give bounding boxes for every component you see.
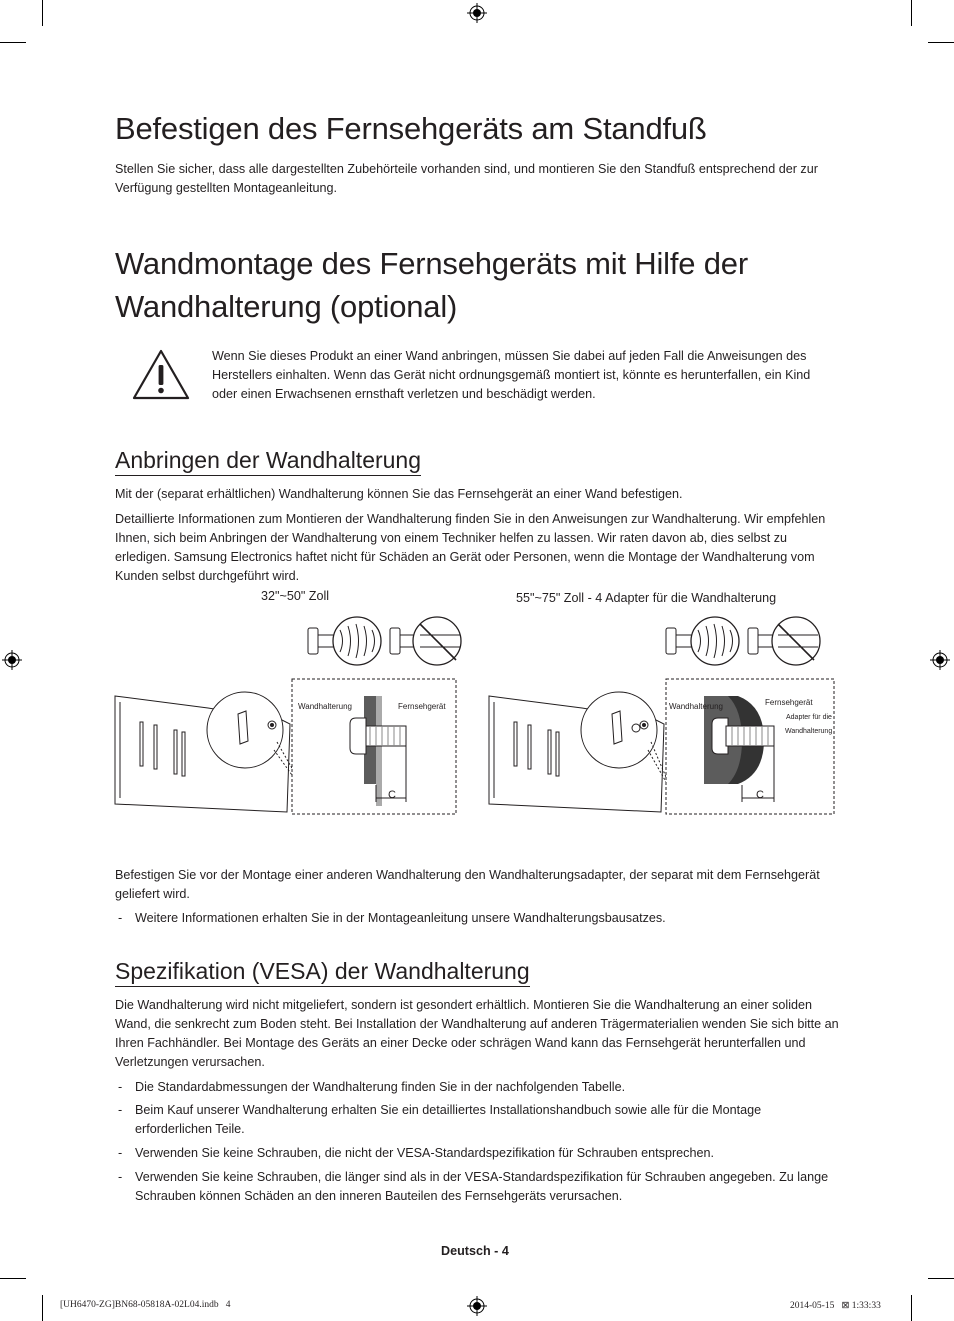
label-tv: Fernsehgerät bbox=[765, 698, 813, 707]
registration-mark-icon bbox=[2, 650, 22, 670]
label-tv: Fernsehgerät bbox=[398, 702, 446, 711]
label-wall-mount: Wandhalterung bbox=[298, 702, 352, 711]
label-c: C bbox=[388, 789, 396, 801]
figure-caption-right: 55"~75" Zoll - 4 Adapter für die Wandhalterung bbox=[516, 591, 777, 605]
screw-wrong-icon bbox=[748, 617, 820, 665]
timestamp: 2014-05-15 ⊠ 1:33:33 bbox=[790, 1301, 881, 1311]
registration-mark-icon bbox=[467, 3, 487, 23]
wall-mount-diagram-left bbox=[112, 612, 472, 836]
label-adapter-line2: Wandhalterung bbox=[785, 728, 833, 735]
figure-caption-left: 32"~50" Zoll bbox=[261, 589, 330, 603]
page-number: Deutsch - 4 bbox=[441, 1244, 509, 1258]
crop-mark bbox=[42, 0, 43, 26]
wall-mount-diagram-right bbox=[486, 612, 838, 822]
file-info: [UH6470-ZG]BN68-05818A-02L04.indb 4 bbox=[60, 1300, 231, 1310]
vesa-paragraph: Die Wandhalterung wird nicht mitgeliefert, sondern ist gesondert erhältlich. Montieren Sie die Wandhalterung an einer soliden Wand, die senkrecht zum Boden steht. Bei Installation der Wandhalterung auf anderen Trägermaterialien wenden Sie sich bitte an Ihren Fachhändler. Bei Montage des Geräts an einer Decke oder schrägen Wand kann das Fernsehgerät herunterfallen und Verletzungen verursachen. bbox=[115, 998, 839, 1069]
warning-icon bbox=[131, 348, 191, 401]
screw-ok-icon bbox=[666, 617, 739, 665]
screw-wrong-icon bbox=[390, 617, 461, 665]
section-heading-attach: Anbringen der Wandhalterung bbox=[115, 446, 421, 476]
crop-mark bbox=[911, 1295, 912, 1321]
crop-mark bbox=[928, 42, 954, 43]
crop-mark bbox=[911, 0, 912, 26]
page-title: Befestigen des Fernsehgeräts am Standfuß bbox=[115, 111, 707, 146]
registration-mark-icon bbox=[930, 650, 950, 670]
warning-text: Wenn Sie dieses Produkt an einer Wand anbringen, müssen Sie dabei auf jeden Fall die Anweisungen des Herstellers einhalten. Wenn das Gerät nicht ordnungsgemäß montiert ist, könnte es herunterfallen, ein Kind oder einen Erwachsenen ernsthaft verletzen und beschädigt werden. bbox=[212, 349, 811, 401]
registration-mark-icon bbox=[467, 1296, 487, 1316]
screw-ok-icon bbox=[308, 617, 381, 665]
stand-text: Stellen Sie sicher, dass alle dargestellten Zubehörteile vorhanden sind, und montieren Sie den Standfuß entsprechend der zur Verfügung gestellten Montageanleitung. bbox=[115, 162, 818, 195]
attach-paragraph-1: Mit der (separat erhältlichen) Wandhalterung können Sie das Fernsehgerät an einer Wand befestigen. bbox=[115, 487, 683, 501]
label-c: C bbox=[756, 789, 764, 801]
crop-mark bbox=[0, 42, 26, 43]
attach-paragraph-2: Detaillierte Informationen zum Montieren der Wandhalterung finden Sie in den Anweisungen zur Wandhalterung. Wir empfehlen Ihnen, sich beim Anbringen der Wandhalterung von einem Techniker helfen zu lassen. Wir raten davon ab, dies selbst zu erledigen. Samsung Electronics haftet nicht für Schäden an Gerät oder Personen, wenn die Montage der Wandhalterung vom Kunden selbst durchgeführt wird. bbox=[115, 512, 826, 583]
wallmount-title-line1: Wandmontage des Fernsehgeräts mit Hilfe der bbox=[115, 246, 748, 281]
attach-paragraph-3: Befestigen Sie vor der Montage einer anderen Wandhalterung den Wandhalterungsadapter, der separat mit dem Fernsehgerät geliefert wird. bbox=[115, 868, 820, 901]
crop-mark bbox=[928, 1278, 954, 1279]
section-heading-vesa: Spezifikation (VESA) der Wandhalterung bbox=[115, 957, 530, 987]
label-wall-mount: Wandhalterung bbox=[669, 702, 723, 711]
crop-mark bbox=[42, 1295, 43, 1321]
crop-mark bbox=[0, 1278, 26, 1279]
wallmount-title-line2: Wandhalterung (optional) bbox=[115, 289, 458, 324]
label-adapter-line1: Adapter für die bbox=[786, 714, 832, 721]
